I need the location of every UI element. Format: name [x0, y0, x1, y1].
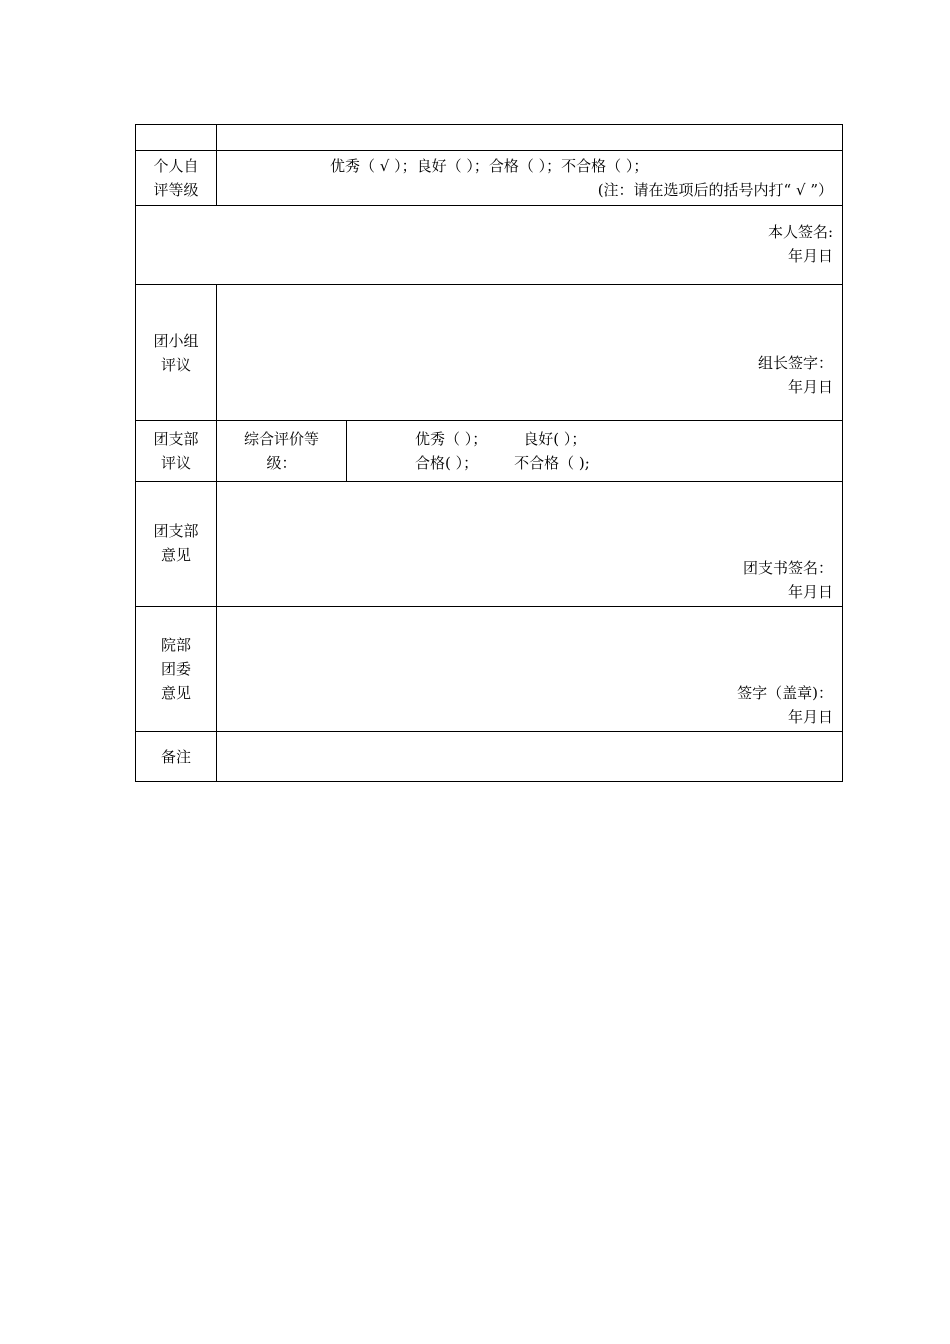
- group-review-row: [136, 285, 843, 421]
- grade-option-pass[interactable]: 合格( ）；: [415, 454, 479, 472]
- evaluation-form-table: [135, 124, 843, 782]
- college-opinion-date: 年月日: [787, 708, 833, 726]
- self-rating-options[interactable]: 优秀（ √ ）；良好（ ）；合格（ ）；不合格（ ）；: [330, 157, 649, 175]
- self-rating-label-line-2: 评等级: [153, 181, 199, 199]
- self-rating-label: [136, 151, 217, 206]
- blank-header-row: [136, 125, 843, 151]
- self-rating-options-cell[interactable]: [217, 151, 843, 206]
- branch-opinion-date: 年月日: [787, 583, 833, 601]
- remarks-value-cell[interactable]: [217, 732, 843, 782]
- group-review-date: 年月日: [787, 378, 833, 396]
- remarks-label: 备注: [136, 732, 217, 782]
- overall-grade-options-cell[interactable]: [347, 421, 843, 482]
- college-opinion-row: [136, 607, 843, 732]
- group-review-cell[interactable]: [217, 285, 843, 421]
- group-review-label-line-2: 评议: [160, 355, 191, 374]
- overall-grade-label-line-2: 级：: [266, 454, 297, 472]
- branch-review-label-line-1: 团支部: [153, 430, 199, 448]
- group-review-label-line-1: 团小组: [153, 331, 199, 350]
- remarks-row: [136, 732, 843, 782]
- college-opinion-cell[interactable]: [217, 607, 843, 732]
- self-signature-label: 本人签名:: [767, 223, 833, 241]
- self-signature-row: [136, 206, 843, 285]
- branch-opinion-label: [136, 482, 217, 607]
- grade-option-good[interactable]: 良好( ）；: [523, 430, 587, 448]
- branch-opinion-label-line-2: 意见: [160, 546, 191, 564]
- branch-review-label: [136, 421, 217, 482]
- self-rating-note: (注：请在选项后的括号内打“ √ ”）: [597, 181, 833, 199]
- overall-grade-label: [217, 421, 347, 482]
- grade-options-line-1: [347, 427, 842, 451]
- grade-option-excellent[interactable]: 优秀（ ）；: [415, 430, 488, 448]
- college-opinion-label-line-3: 意见: [160, 684, 191, 702]
- branch-opinion-row: [136, 482, 843, 607]
- group-leader-signature-label: 组长签字：: [757, 354, 833, 372]
- self-rating-row: [136, 151, 843, 206]
- overall-grade-label-line-1: 综合评价等: [243, 430, 319, 448]
- blank-label-cell: [136, 125, 217, 151]
- branch-review-label-line-2: 评议: [160, 454, 191, 472]
- self-rating-label-line-1: 个人自: [153, 157, 199, 175]
- branch-review-row: [136, 421, 843, 482]
- grade-option-fail[interactable]: 不合格（ );: [514, 454, 590, 472]
- self-signature-date: 年月日: [787, 247, 833, 265]
- college-stamp-signature-label: 签字（盖章)：: [737, 684, 833, 702]
- branch-opinion-cell[interactable]: [217, 482, 843, 607]
- college-opinion-label: [136, 607, 217, 732]
- branch-opinion-label-line-1: 团支部: [153, 522, 199, 540]
- grade-options-line-2: [347, 451, 842, 475]
- group-review-label: [136, 285, 217, 421]
- blank-value-cell[interactable]: [217, 125, 843, 151]
- branch-secretary-signature-label: 团支书签名：: [742, 559, 833, 577]
- self-signature-cell[interactable]: [136, 206, 843, 285]
- college-opinion-label-line-1: 院部: [160, 636, 191, 654]
- college-opinion-label-line-2: 团委: [160, 660, 191, 678]
